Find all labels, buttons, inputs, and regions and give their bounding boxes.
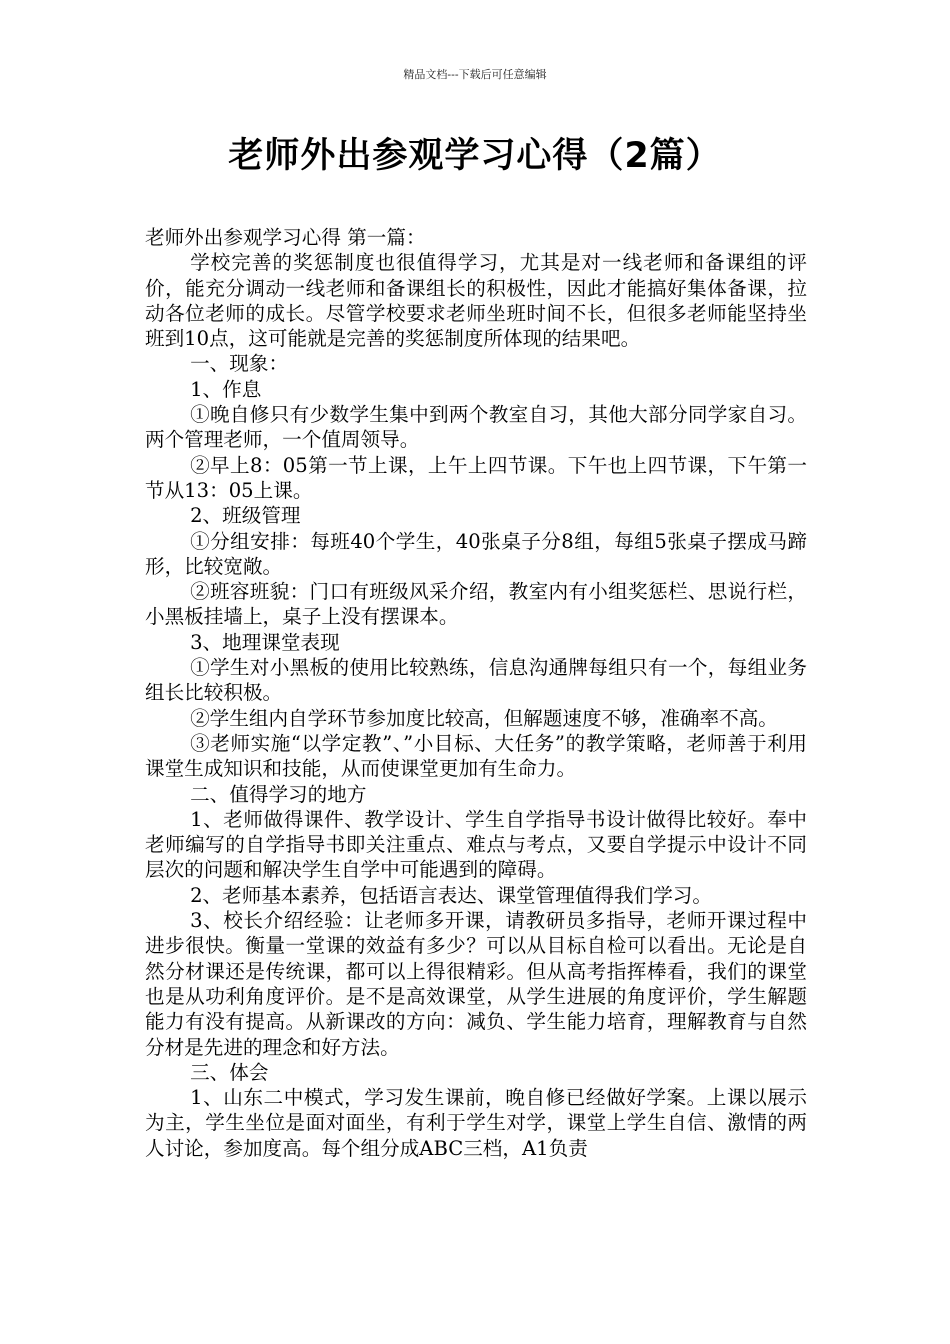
- header-note: 精品文档---下载后可任意编辑: [403, 68, 547, 81]
- paragraph: 1、老师做得课件、教学设计、学生自学指导书设计做得比较好。奉中老师编写的自学指导书即关注重点、难点与考点，又要自学提示中设计不同层次的问题和解决学生自学中可能遇到的障碍。: [145, 807, 807, 882]
- document-title: 老师外出参观学习心得（2篇）: [228, 136, 722, 176]
- paragraph: 一、现象：: [190, 352, 289, 376]
- paragraph: 3、校长介绍经验：让老师多开课，请教研员多指导，老师开课过程中进步很快。衡量一堂课的效益有多少？可以从目标自检可以看出。无论是自然分材课还是传统课，都可以上得很精彩。但从高考指挥棒看，我们的课堂也是从功利角度评价。是不是高效课堂，从学生进展的角度评价，学生解题能力有没有提高。从新课改的方向：减负、学生能力培育，理解教育与自然分材是先进的理念和好方法。: [145, 909, 807, 1059]
- paragraph: 3、地理课堂表现: [190, 630, 340, 654]
- paragraph: ①学生对小黑板的使用比较熟练，信息沟通牌每组只有一个，每组业务组长比较积极。: [145, 656, 807, 705]
- paragraph: 1、作息: [190, 377, 262, 401]
- paragraph: 三、体会: [190, 1060, 269, 1084]
- paragraph: 2、老师基本素养，包括语言表达、课堂管理值得我们学习。: [190, 883, 712, 907]
- document-body: [145, 225, 807, 1161]
- paragraph: 二、值得学习的地方: [190, 782, 367, 806]
- paragraph: 学校完善的奖惩制度也很值得学习，尤其是对一线老师和备课组的评价，能充分调动一线老师和备课组长的积极性，因此才能搞好集体备课，拉动各位老师的成长。尽管学校要求老师坐班时间不长，但很多老师能坚持坐班到10点，这可能就是完善的奖惩制度所体现的结果吧。: [145, 251, 807, 351]
- paragraph: 1、山东二中模式，学习发生课前，晚自修已经做好学案。上课以展示为主，学生坐位是面对面坐，有利于学生对学，课堂上学生自信、激情的两人讨论，参加度高。每个组分成ABC三档，A1负责: [145, 1086, 807, 1160]
- paragraph: 2、班级管理: [190, 504, 301, 528]
- paragraph: ②学生组内自学环节参加度比较高，但解题速度不够，准确率不高。: [190, 706, 778, 730]
- paragraph: ③老师实施“以学定教”、”小目标、大任务”的教学策略，老师善于利用课堂生成知识和技能，从而使课堂更加有生命力。: [145, 731, 807, 781]
- paragraph: ②早上8：05第一节上课，上午上四节课。下午也上四节课，下午第一节从13：05上课。: [145, 453, 807, 502]
- paragraph: ①晚自修只有少数学生集中到两个教室自习，其他大部分同学家自习。两个管理老师，一个值周领导。: [145, 403, 807, 452]
- paragraph: ②班容班貌：门口有班级风采介绍，教室内有小组奖惩栏、思说行栏，小黑板挂墙上，桌子上没有摆课本。: [145, 580, 807, 629]
- paragraph: 老师外出参观学习心得 第一篇：: [145, 226, 426, 249]
- paragraph: ①分组安排：每班40个学生，40张桌子分8组，每组5张桌子摆成马蹄形，比较宽敞。: [145, 529, 807, 578]
